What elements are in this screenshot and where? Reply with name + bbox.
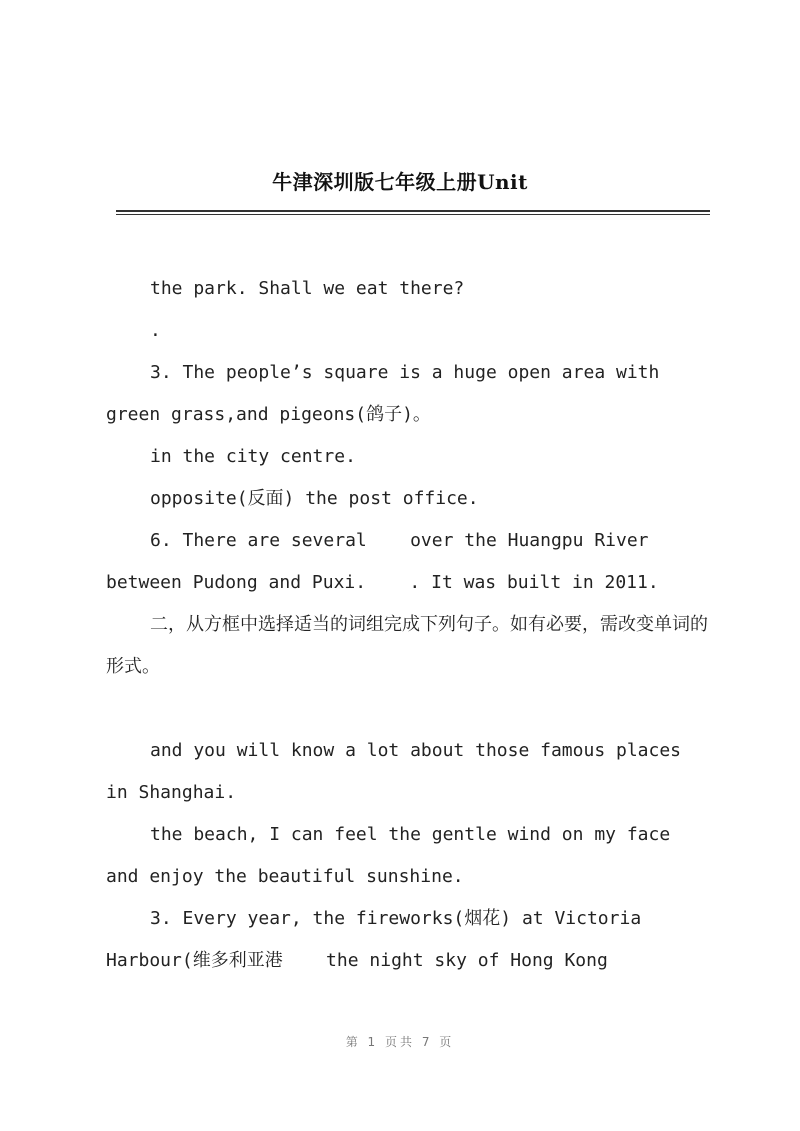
section-heading: 二，从方框中选择适当的词组完成下列句子。如有必要，需改变单词的形式。 [106,614,708,677]
paragraph: 3. The people’s square is a huge open area with green grass,and pigeons(鸽子)。 [106,362,671,425]
paragraph: and you will know a lot about those famous places in Shanghai. [106,740,692,803]
document-body [106,268,710,982]
title-divider-thin [116,214,710,215]
page-number-footer: 第 1 页共 7 页 [345,1035,455,1049]
blank-line [106,688,710,730]
paragraph: the beach, I can feel the gentle wind on my face and enjoy the beautiful sunshine. [106,824,682,887]
paragraph: 6. There are several over the Huangpu River between Pudong and Puxi. . It was built in 2011. [106,530,660,593]
title-divider [116,210,710,212]
paragraph: in the city centre. [150,446,356,467]
paragraph: . [150,320,161,341]
paragraph: 3. Every year, the fireworks(烟花) at Victoria Harbour(维多利亚港 the night sky of Hong Kong [106,908,652,971]
paragraph: the park. Shall we eat there? [150,278,465,299]
paragraph: opposite(反面) the post office. [150,488,479,509]
document-title: 牛津深圳版七年级上册Unit [272,170,528,194]
